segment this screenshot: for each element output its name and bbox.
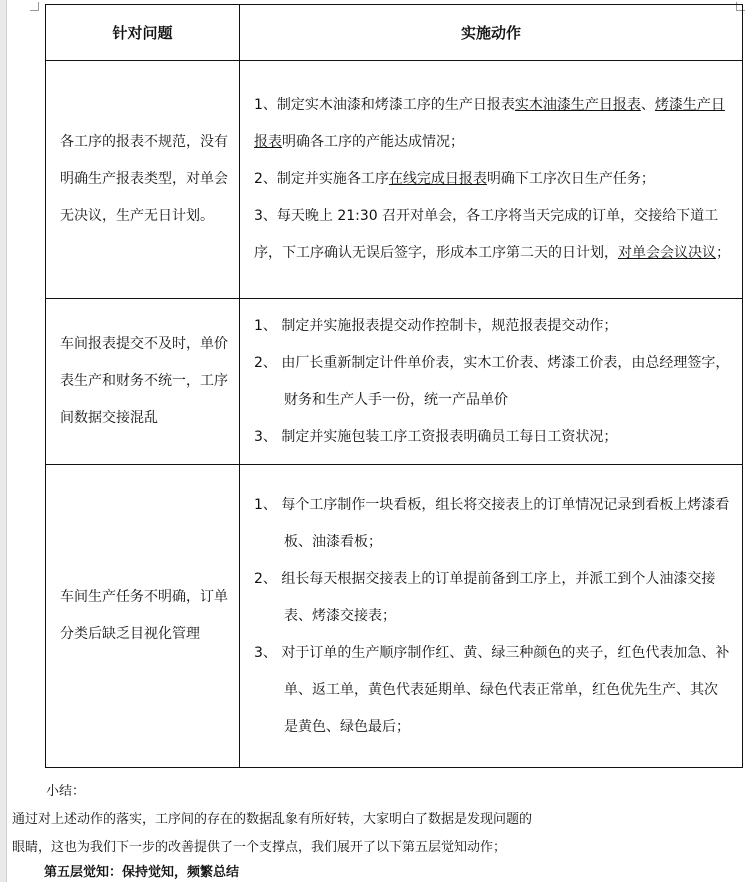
table-row — [46, 299, 743, 465]
table-row — [46, 465, 743, 768]
action-item: 3、 制定并实施包装工序工资报表明确员工每日工资状况； — [254, 428, 618, 445]
summary-text: 通过对上述动作的落实，工序间的存在的数据乱象有所好转，大家明白了数据是发现问题的 — [12, 812, 533, 827]
problem-cell: 各工序的报表不规范，没有明确生产报表类型，对单会无决议，生产无日计划。 — [46, 61, 240, 299]
problem-cell: 车间报表提交不及时，单价表生产和财务不统一，工序间数据交接混乱 — [46, 299, 240, 465]
summary-heading: 小结： — [46, 784, 86, 799]
report-link: 烤漆生产日报表 — [254, 97, 725, 150]
summary-text: 眼睛，这也为我们下一步的改善提供了一个支撑点，我们展开了以下第五层觉知动作； — [12, 840, 507, 855]
section-heading: 第五层觉知：保持觉知，频繁总结 — [44, 865, 240, 880]
report-link: 对单会会议决议 — [618, 245, 716, 261]
action-item: 1、 每个工序制作一块看板，组长将交接表上的订单情况记录到看板上烤漆看板、油漆看板； — [254, 496, 730, 550]
action-table — [45, 4, 743, 768]
action-item: 2、 组长每天根据交接表上的订单提前备到工序上，并派工到个人油漆交接表、烤漆交接表； — [254, 570, 716, 624]
actions-cell — [240, 299, 743, 465]
action-item: 2、制定并实施各工序在线完成日报表明确下工序次日生产任务； — [254, 171, 655, 187]
page-edge — [0, 0, 7, 882]
report-link: 在线完成日报表 — [388, 171, 487, 187]
action-item: 2、 由厂长重新制定计件单价表，实木工价表、烤漆工价表，由总经理签字，财务和生产人手一份，统一产品单价 — [254, 354, 730, 408]
actions-cell — [240, 465, 743, 768]
action-item: 3、每天晚上 21:30 召开对单会，各工序将当天完成的订单，交接给下道工序，下工序确认无误后签字，形成本工序第二天的日计划，对单会会议决议； — [254, 208, 730, 261]
table-row — [46, 61, 743, 299]
action-item: 3、 对于订单的生产顺序制作红、黄、绿三种颜色的夹子，红色代表加急、补单、返工单，黄色代表延期单、绿色代表正常单，红色优先生产、其次是黄色、绿色最后； — [254, 644, 730, 735]
header-actions: 实施动作 — [240, 5, 743, 61]
table-header-row — [46, 5, 743, 61]
action-item: 1、 制定并实施报表提交动作控制卡，规范报表提交动作； — [254, 317, 618, 334]
corner-mark-left — [30, 2, 39, 11]
actions-cell — [240, 61, 743, 299]
problem-cell: 车间生产任务不明确，订单分类后缺乏目视化管理 — [46, 465, 240, 768]
header-problem: 针对问题 — [46, 5, 240, 61]
report-link: 实木油漆生产日报表 — [514, 97, 641, 113]
action-item: 1、制定实木油漆和烤漆工序的生产日报表实木油漆生产日报表、烤漆生产日报表明确各工序的产能达成情况； — [254, 97, 725, 150]
